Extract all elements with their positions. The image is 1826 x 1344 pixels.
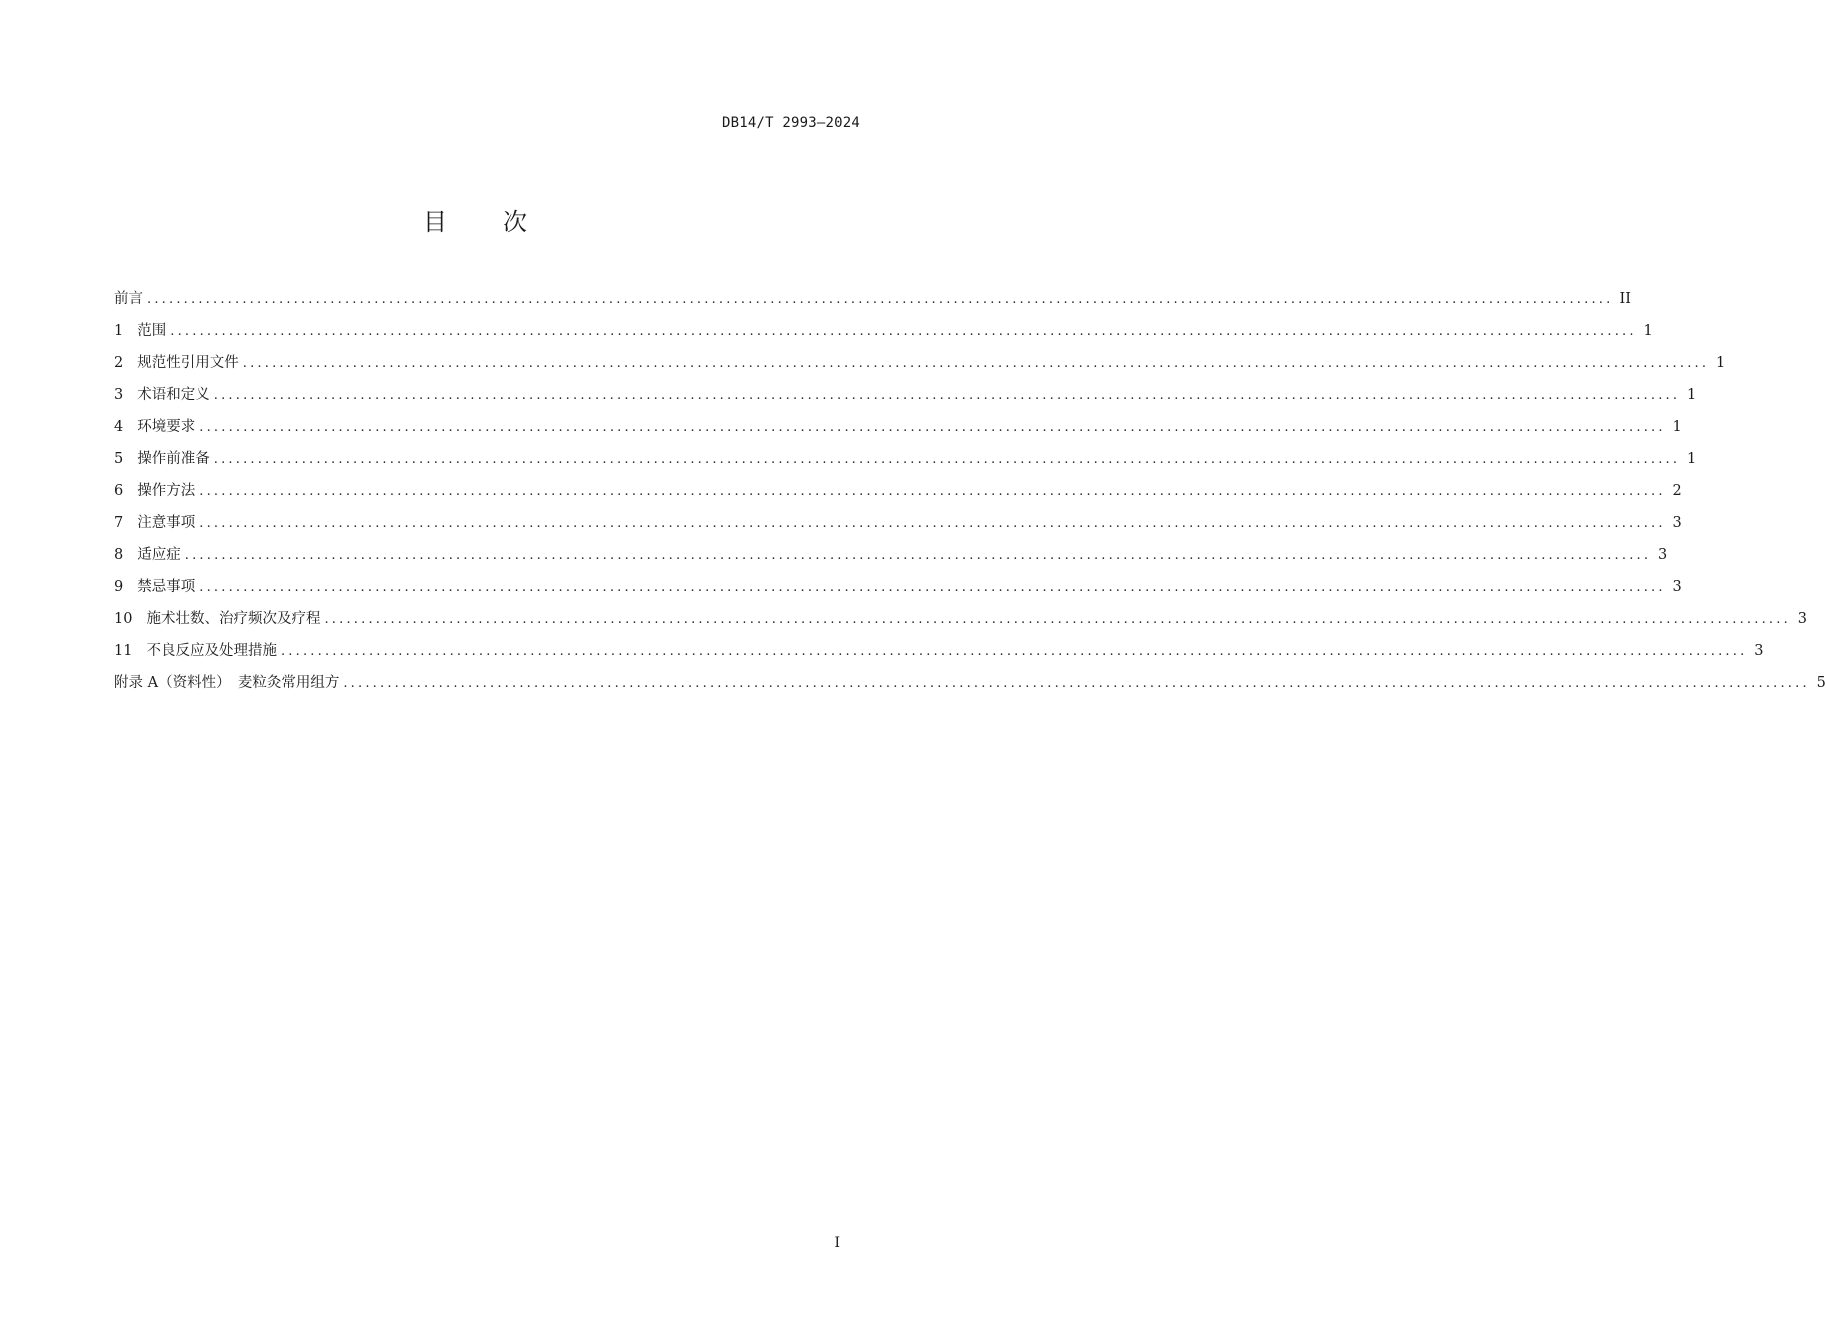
toc-leader-dots: ........................................................................................................................................................................................................	[184, 548, 1652, 563]
toc-entry-label: 施术壮数、治疗频次及疗程	[146, 611, 321, 627]
toc-entry-9[interactable]	[114, 575, 1682, 607]
toc-leader-dots: ........................................................................................................................................................................................................	[199, 580, 1666, 595]
toc-entry-label: 禁忌事项	[137, 579, 196, 595]
toc-leader-dots: ........................................................................................................................................................................................................	[213, 452, 1681, 467]
toc-entry-3[interactable]	[114, 383, 1697, 415]
toc-entry-page: 5	[1816, 675, 1826, 691]
toc-entry-8[interactable]	[114, 543, 1668, 575]
toc-entry-label: 范围	[137, 323, 167, 339]
toc-entry-page: 1	[1686, 387, 1697, 403]
toc-entry-number: 2	[114, 355, 124, 371]
toc-entry-page: 1	[1643, 323, 1653, 339]
toc-entry-page: 1	[1686, 451, 1697, 467]
toc-leader-dots: ........................................................................................................................................................................................................	[213, 388, 1681, 403]
toc-entry-page: 1	[1715, 355, 1726, 371]
toc-leader-dots: ........................................................................................................................................................................................................	[199, 484, 1666, 499]
toc-leader-dots: ........................................................................................................................................................................................................	[147, 292, 1614, 307]
toc-leader-dots: ........................................................................................................................................................................................................	[199, 516, 1666, 531]
toc-entry-appendix-a[interactable]	[114, 671, 1826, 703]
toc-entry-5[interactable]	[114, 447, 1697, 479]
toc-entry-2[interactable]	[114, 351, 1726, 383]
toc-entry-label: 规范性引用文件	[137, 355, 239, 371]
toc-entry-number: 8	[114, 547, 124, 563]
toc-entry-label: 操作方法	[137, 483, 196, 499]
toc-entry-label: 环境要求	[137, 419, 196, 435]
toc-leader-dots: ........................................................................................................................................................................................................	[324, 612, 1791, 627]
toc-entry-number: 4	[114, 419, 124, 435]
toc-entry-page: 3	[1754, 643, 1764, 659]
toc-leader-dots: ........................................................................................................................................................................................................	[280, 644, 1748, 659]
toc-entry-label: 适应症	[137, 547, 181, 563]
toc-entry-foreword[interactable]	[114, 287, 1631, 319]
toc-entry-page: II	[1619, 291, 1631, 307]
toc-entry-1[interactable]	[114, 319, 1653, 351]
toc-entry-4[interactable]	[114, 415, 1682, 447]
toc-entry-number: 1	[114, 323, 124, 339]
toc-entry-page: 3	[1672, 515, 1682, 531]
page-title: 目次	[423, 208, 583, 236]
toc-entry-number: 5	[114, 451, 124, 467]
toc-entry-label: 附录 A（资料性） 麦粒灸常用组方	[114, 675, 340, 691]
toc-entry-number: 10	[114, 611, 133, 627]
toc-entry-number: 9	[114, 579, 124, 595]
toc-entry-label: 术语和定义	[137, 387, 210, 403]
toc-entry-label: 注意事项	[137, 515, 196, 531]
page-number: I	[834, 1235, 840, 1251]
toc-entry-label: 前言	[114, 291, 143, 307]
toc-entry-page: 3	[1797, 611, 1807, 627]
toc-leader-dots: ........................................................................................................................................................................................................	[343, 676, 1810, 691]
toc-entry-page: 3	[1657, 547, 1668, 563]
toc-entry-11[interactable]	[114, 639, 1764, 671]
toc-entry-number: 7	[114, 515, 124, 531]
toc-entry-page: 3	[1672, 579, 1682, 595]
table-of-contents	[114, 287, 1826, 703]
toc-entry-6[interactable]	[114, 479, 1682, 511]
toc-leader-dots: ........................................................................................................................................................................................................	[242, 356, 1710, 371]
document-id: DB14/T 2993—2024	[721, 115, 860, 131]
toc-entry-10[interactable]	[114, 607, 1807, 639]
toc-entry-label: 操作前准备	[137, 451, 210, 467]
toc-entry-number: 6	[114, 483, 124, 499]
toc-entry-7[interactable]	[114, 511, 1682, 543]
toc-entry-page: 1	[1672, 419, 1682, 435]
toc-leader-dots: ........................................................................................................................................................................................................	[199, 420, 1666, 435]
toc-entry-number: 3	[114, 387, 124, 403]
toc-entry-label: 不良反应及处理措施	[146, 643, 277, 659]
toc-entry-page: 2	[1672, 483, 1682, 499]
toc-entry-number: 11	[114, 643, 133, 659]
toc-leader-dots: ........................................................................................................................................................................................................	[170, 324, 1637, 339]
